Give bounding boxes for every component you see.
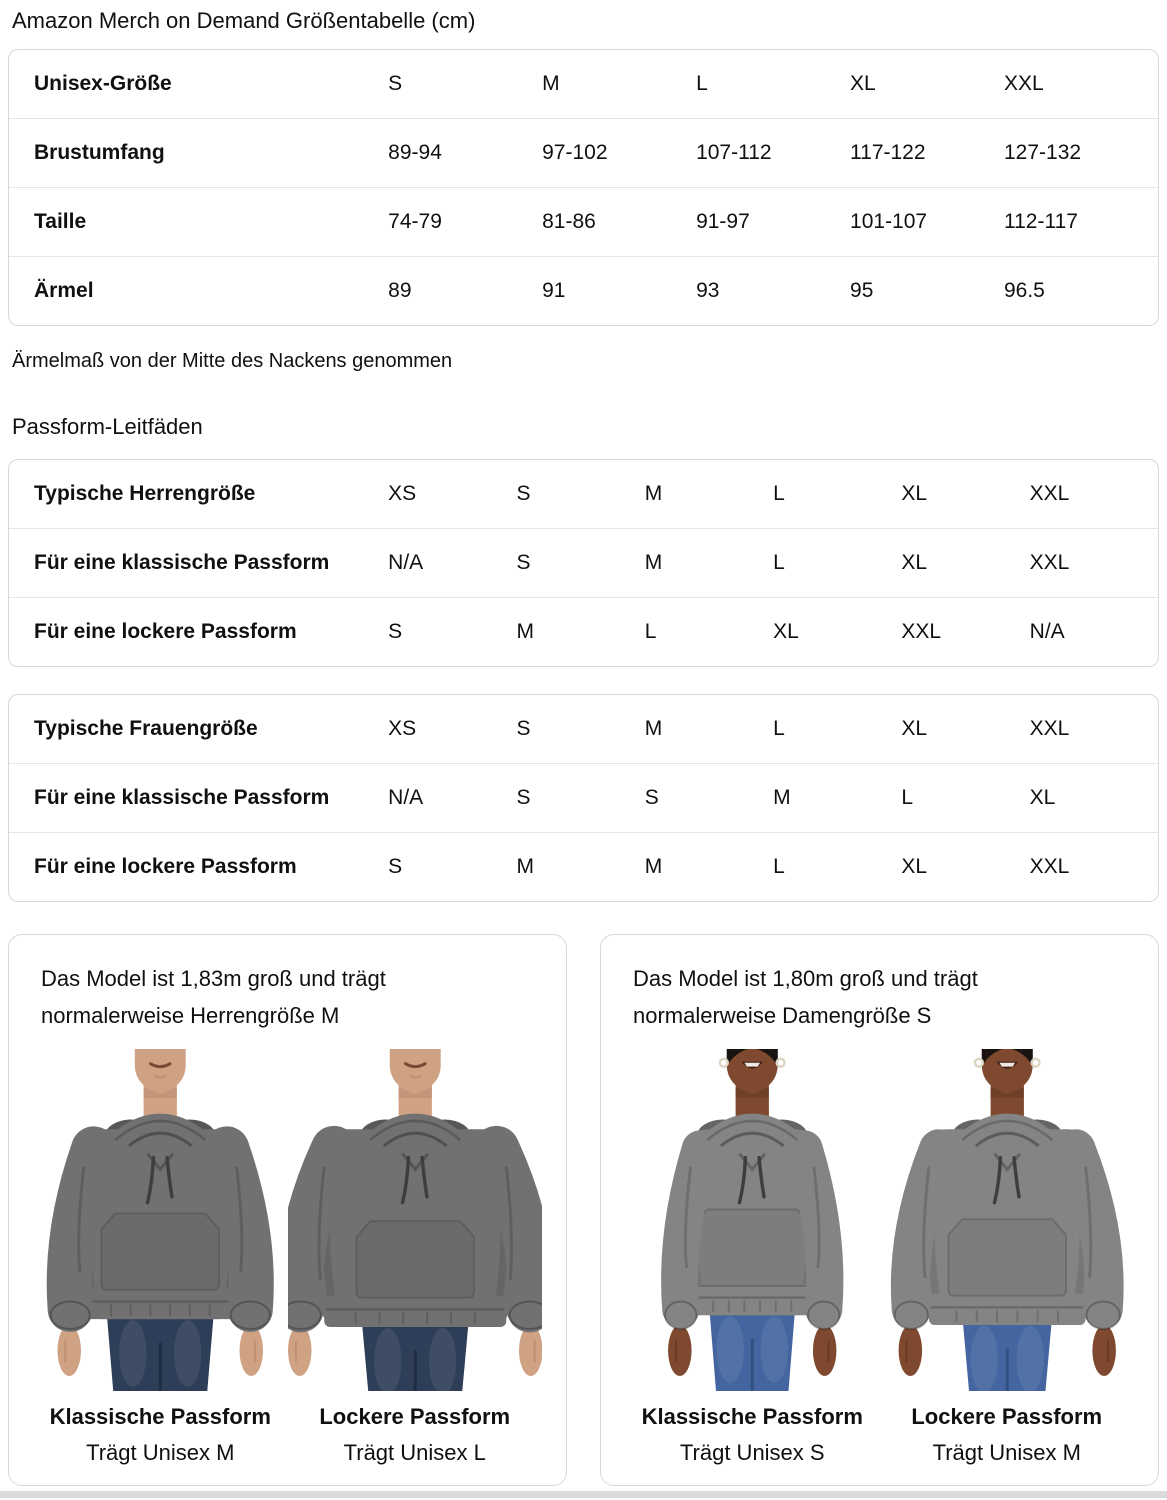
page-title: Amazon Merch on Demand Größentabelle (cm)	[12, 8, 476, 33]
size-worn-label: Trägt Unisex L	[343, 1440, 486, 1465]
row-label: Ärmel	[9, 257, 388, 326]
size-value-cell: M	[644, 717, 663, 740]
size-value-cell: S	[516, 529, 644, 598]
fit-label: Klassische Passform	[49, 1404, 271, 1430]
size-value-cell: N/A	[388, 529, 516, 598]
size-value-cell: XS	[388, 717, 417, 740]
size-value-cell: XL	[850, 72, 876, 95]
womens-fit-table-panel	[8, 694, 1159, 902]
size-value-cell: XL	[901, 529, 1029, 598]
size-value-cell: XXL	[1003, 72, 1044, 95]
size-value-cell: XL	[1030, 764, 1158, 833]
mens-loose-caption	[288, 1399, 543, 1470]
unisex-size-table	[9, 50, 1158, 325]
size-value-cell: 127-132	[1004, 119, 1158, 188]
size-value-cell: L	[696, 72, 708, 95]
fit-label: Klassische Passform	[641, 1404, 863, 1430]
size-value-cell: S	[388, 72, 403, 95]
size-value-cell: 95	[850, 257, 1004, 326]
womens-loose-fit-figure	[880, 1049, 1135, 1471]
size-value-cell: XL	[901, 717, 928, 740]
size-value-cell: 93	[696, 257, 850, 326]
fit-label: Lockere Passform	[319, 1404, 511, 1430]
mens-loose-fit-figure	[288, 1049, 543, 1471]
row-label: Für eine lockere Passform	[9, 833, 388, 902]
row-label: Unisex-Größe	[34, 72, 172, 95]
womens-model-description: Das Model ist 1,80m groß und trägt normalerweise Damengröße S	[633, 966, 978, 1029]
size-value-cell: L	[901, 764, 1029, 833]
size-value-cell: 112-117	[1004, 188, 1158, 257]
size-worn-label: Trägt Unisex S	[679, 1440, 825, 1465]
womens-fit-table	[9, 695, 1158, 901]
size-value-cell: L	[645, 598, 773, 667]
size-value-cell: L	[773, 833, 901, 902]
table-row	[9, 598, 1158, 667]
size-value-cell: S	[516, 764, 644, 833]
size-worn-label: Trägt Unisex M	[86, 1440, 235, 1465]
row-label: Brustumfang	[9, 119, 388, 188]
size-value-cell: L	[773, 717, 785, 740]
size-value-cell: XXL	[1030, 833, 1158, 902]
size-value-cell: 81-86	[542, 188, 696, 257]
size-value-cell: S	[516, 717, 531, 740]
fit-label: Lockere Passform	[911, 1404, 1103, 1430]
womens-model-figures	[625, 1049, 1134, 1471]
size-value-cell: M	[645, 833, 773, 902]
womens-classic-model-photo	[625, 1049, 880, 1392]
page-bottom-divider	[0, 1491, 1167, 1498]
size-value-cell: M	[516, 598, 644, 667]
row-label: Taille	[9, 188, 388, 257]
size-value-cell: S	[388, 833, 516, 902]
size-value-cell: M	[542, 72, 560, 95]
size-value-cell: M	[644, 482, 663, 505]
size-value-cell: 97-102	[542, 119, 696, 188]
table-row	[9, 460, 1158, 529]
row-label: Typische Herrengröße	[34, 482, 256, 505]
mens-loose-model-photo	[288, 1049, 543, 1392]
size-value-cell: XL	[901, 833, 1029, 902]
table-row	[9, 50, 1158, 119]
mens-model-description: Das Model ist 1,83m groß und trägt normalerweise Herrengröße M	[41, 966, 386, 1029]
size-value-cell: XXL	[1030, 529, 1158, 598]
size-value-cell: M	[516, 833, 644, 902]
womens-classic-caption	[625, 1399, 880, 1470]
size-value-cell: 107-112	[696, 119, 850, 188]
row-label: Für eine lockere Passform	[9, 598, 388, 667]
table-row	[9, 257, 1158, 326]
table-row	[9, 695, 1158, 764]
size-value-cell: XL	[773, 598, 901, 667]
table-row	[9, 764, 1158, 833]
table-row	[9, 119, 1158, 188]
size-worn-label: Trägt Unisex M	[932, 1440, 1081, 1465]
size-value-cell: 89	[388, 257, 542, 326]
table-row	[9, 529, 1158, 598]
size-value-cell: N/A	[1030, 598, 1158, 667]
size-value-cell: 96.5	[1004, 257, 1158, 326]
womens-classic-fit-figure	[625, 1049, 880, 1471]
size-value-cell: M	[645, 529, 773, 598]
mens-classic-fit-figure	[33, 1049, 288, 1471]
unisex-size-table-panel	[8, 49, 1159, 326]
womens-loose-caption	[880, 1399, 1135, 1470]
size-value-cell: 74-79	[388, 188, 542, 257]
row-label: Für eine klassische Passform	[9, 529, 388, 598]
row-label: Für eine klassische Passform	[9, 764, 388, 833]
size-value-cell: XXL	[1029, 717, 1070, 740]
size-value-cell: XS	[388, 482, 417, 505]
size-value-cell: N/A	[388, 764, 516, 833]
size-value-cell: S	[516, 482, 531, 505]
size-value-cell: 91	[542, 257, 696, 326]
size-value-cell: XXL	[901, 598, 1029, 667]
mens-classic-caption	[33, 1399, 288, 1470]
fit-guides-heading: Passform-Leitfäden	[12, 414, 203, 439]
mens-fit-table-panel	[8, 459, 1159, 667]
model-cards	[8, 934, 1159, 1486]
mens-fit-table	[9, 460, 1158, 666]
mens-classic-model-photo	[33, 1049, 288, 1392]
size-value-cell: S	[645, 764, 773, 833]
size-value-cell: 91-97	[696, 188, 850, 257]
size-value-cell: M	[773, 764, 901, 833]
row-label: Typische Frauengröße	[34, 717, 258, 740]
size-value-cell: XL	[901, 482, 928, 505]
womens-model-card	[600, 934, 1159, 1486]
table-row	[9, 188, 1158, 257]
size-value-cell: 117-122	[850, 119, 1004, 188]
size-value-cell: L	[773, 482, 785, 505]
sleeve-measure-note: Ärmelmaß von der Mitte des Nackens genommen	[12, 350, 453, 372]
mens-model-card	[8, 934, 567, 1486]
size-value-cell: XXL	[1029, 482, 1070, 505]
size-value-cell: 101-107	[850, 188, 1004, 257]
size-value-cell: L	[773, 529, 901, 598]
mens-model-figures	[33, 1049, 542, 1471]
table-row	[9, 833, 1158, 902]
size-value-cell: S	[388, 598, 516, 667]
womens-loose-model-photo	[880, 1049, 1135, 1392]
size-value-cell: 89-94	[388, 119, 542, 188]
